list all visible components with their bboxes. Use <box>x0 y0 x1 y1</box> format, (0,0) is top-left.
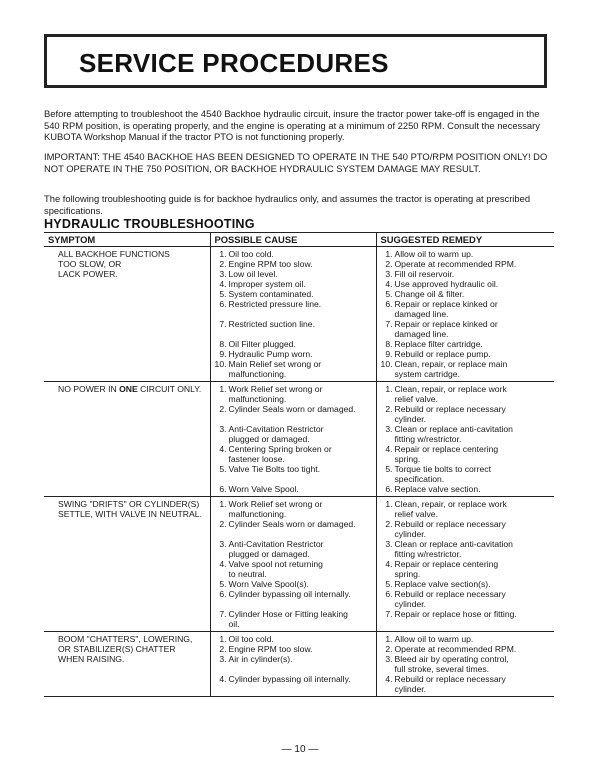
remedy-cell <box>376 382 554 497</box>
symptom-text: ALL BACKHOE FUNCTIONS TOO SLOW, OR LACK POWER. <box>58 249 170 279</box>
list-item: 2 . Rebuild or replace necessary cylinder. <box>381 519 551 539</box>
list-item: 3 . Anti-Cavitation Restrictor plugged or damaged. <box>215 424 372 444</box>
title-box <box>44 34 547 88</box>
list-item: 4 . Centering Spring broken or fastener loose. <box>215 444 372 464</box>
list-item: 1 . Work Relief set wrong or malfunctioning. <box>215 384 372 404</box>
list-item: 3 . Low oil level. <box>215 269 372 279</box>
list-item: 1 . Clean, repair, or replace work relief valve. <box>381 384 551 404</box>
list-item: 4 . Cylinder bypassing oil internally. <box>215 674 372 684</box>
list-item: 4 . Repair or replace centering spring. <box>381 444 551 464</box>
list-item: 4 . Rebuild or replace necessary cylinder. <box>381 674 551 694</box>
list-item: 6 . Repair or replace kinked or damaged line. <box>381 299 551 319</box>
list-item: 9 . Rebuild or replace pump. <box>381 349 551 359</box>
symptom-cell <box>44 382 210 497</box>
list-item: 2 . Operate at recommended RPM. <box>381 259 551 269</box>
list-item: 1 . Allow oil to warm up. <box>381 249 551 259</box>
symptom-text: BOOM "CHATTERS", LOWERING, OR STABILIZER(S) CHATTER WHEN RAISING. <box>58 634 193 664</box>
remedy-cell <box>376 247 554 382</box>
table-row <box>44 632 554 697</box>
table-header-row <box>44 233 554 247</box>
list-item: 6 . Cylinder bypassing oil internally. <box>215 589 372 599</box>
remedy-list <box>381 249 551 379</box>
list-item: 9 . Hydraulic Pump worn. <box>215 349 372 359</box>
list-item: 2 . Rebuild or replace necessary cylinder. <box>381 404 551 424</box>
header-symptom: SYMPTOM <box>44 233 210 247</box>
list-item: 5 . System contaminated. <box>215 289 372 299</box>
list-item: 7 . Repair or replace kinked or damaged line. <box>381 319 551 339</box>
troubleshooting-table <box>44 232 554 697</box>
list-item: 6 . Restricted pressure line. <box>215 299 372 309</box>
symptom-emphasis: ONE <box>119 384 138 394</box>
list-item: 4 . Use approved hydraulic oil. <box>381 279 551 289</box>
header-suggested-remedy: SUGGESTED REMEDY <box>376 233 554 247</box>
list-item: 10 . Clean, repair, or replace main system cartridge. <box>381 359 551 379</box>
remedy-cell <box>376 497 554 632</box>
symptom-cell <box>44 247 210 382</box>
list-item: 2 . Cylinder Seals worn or damaged. <box>215 519 372 529</box>
cause-cell <box>210 632 376 697</box>
list-item: 3 . Bleed air by operating control, full stroke, several times. <box>381 654 551 674</box>
list-item: 3 . Air in cylinder(s). <box>215 654 372 664</box>
cause-cell <box>210 497 376 632</box>
list-item: 8 . Replace filter cartridge. <box>381 339 551 349</box>
list-item: 5 . Replace valve section(s). <box>381 579 551 589</box>
remedy-list <box>381 384 551 494</box>
list-item: 5 . Torque tie bolts to correct specification. <box>381 464 551 484</box>
table-row <box>44 382 554 497</box>
page-title: SERVICE PROCEDURES <box>79 48 389 78</box>
list-item: 1 . Oil too cold. <box>215 634 372 644</box>
cause-list <box>215 249 372 379</box>
list-item: 3 . Anti-Cavitation Restrictor plugged or damaged. <box>215 539 372 559</box>
list-item: 6 . Worn Valve Spool. <box>215 484 372 494</box>
list-item: 2 . Engine RPM too slow. <box>215 259 372 269</box>
symptom-cell <box>44 632 210 697</box>
list-item: 2 . Cylinder Seals worn or damaged. <box>215 404 372 414</box>
list-item: 8 . Oil Filter plugged. <box>215 339 372 349</box>
table-row <box>44 247 554 382</box>
list-item: 4 . Repair or replace centering spring. <box>381 559 551 579</box>
list-item: 6 . Replace valve section. <box>381 484 551 494</box>
table-row <box>44 497 554 632</box>
list-item: 10 . Main Relief set wrong or malfunctioning. <box>215 359 372 379</box>
cause-list <box>215 384 372 494</box>
remedy-list <box>381 634 551 694</box>
list-item: 5 . Change oil & filter. <box>381 289 551 299</box>
guide-note: The following troubleshooting guide is for backhoe hydraulics only, and assumes the tractor is operating at prescribed specifications. <box>44 193 531 216</box>
section-title: HYDRAULIC TROUBLESHOOTING <box>44 217 255 231</box>
list-item: 1 . Clean, repair, or replace work relief valve. <box>381 499 551 519</box>
list-item: 4 . Valve spool not returning to neutral. <box>215 559 372 579</box>
list-item: 7 . Repair or replace hose or fitting. <box>381 609 551 619</box>
list-item: 2 . Engine RPM too slow. <box>215 644 372 654</box>
intro-paragraph: Before attempting to troubleshoot the 4540 Backhoe hydraulic circuit, insure the tractor power take-off is engaged in the 540 RPM position, is operating properly, and the engine is operating at a minimum of 2250 RPM. Consult the necessary KUBOTA Workshop Manual if the tractor PTO is not functioning properly. <box>44 108 540 143</box>
list-item: 6 . Rebuild or replace necessary cylinder. <box>381 589 551 609</box>
list-item: 3 . Clean or replace anti-cavitation fitting w/restrictor. <box>381 539 551 559</box>
symptom-text: NO POWER IN ONE CIRCUIT ONLY. <box>58 384 202 394</box>
list-item: 7 . Restricted suction line. <box>215 319 372 329</box>
header-possible-cause: POSSIBLE CAUSE <box>210 233 376 247</box>
list-item: 5 . Worn Valve Spool(s). <box>215 579 372 589</box>
list-item: 3 . Clean or replace anti-cavitation fitting w/restrictor. <box>381 424 551 444</box>
cause-list <box>215 499 372 629</box>
list-item: 1 . Work Relief set wrong or malfunctioning. <box>215 499 372 519</box>
list-item: 2 . Operate at recommended RPM. <box>381 644 551 654</box>
important-notice: IMPORTANT: THE 4540 BACKHOE HAS BEEN DESIGNED TO OPERATE IN THE 540 PTO/RPM POSITION ONLY! DO NOT OPERATE IN THE 750 POSITION, OR BACKHOE HYDRAULIC SYSTEM DAMAGE MAY RESULT. <box>44 151 548 174</box>
symptom-cell <box>44 497 210 632</box>
remedy-cell <box>376 632 554 697</box>
list-item: 3 . Fill oil reservoir. <box>381 269 551 279</box>
cause-list <box>215 634 372 684</box>
cause-cell <box>210 247 376 382</box>
list-item: 1 . Allow oil to warm up. <box>381 634 551 644</box>
list-item: 5 . Valve Tie Bolts too tight. <box>215 464 372 474</box>
remedy-list <box>381 499 551 619</box>
list-item: 4 . Improper system oil. <box>215 279 372 289</box>
page-number: — 10 — <box>281 744 319 755</box>
cause-cell <box>210 382 376 497</box>
list-item: 7 . Cylinder Hose or Fitting leaking oil. <box>215 609 372 629</box>
list-item: 1 . Oil too cold. <box>215 249 372 259</box>
symptom-text: SWING "DRIFTS" OR CYLINDER(S) SETTLE, WITH VALVE IN NEUTRAL. <box>58 499 202 519</box>
